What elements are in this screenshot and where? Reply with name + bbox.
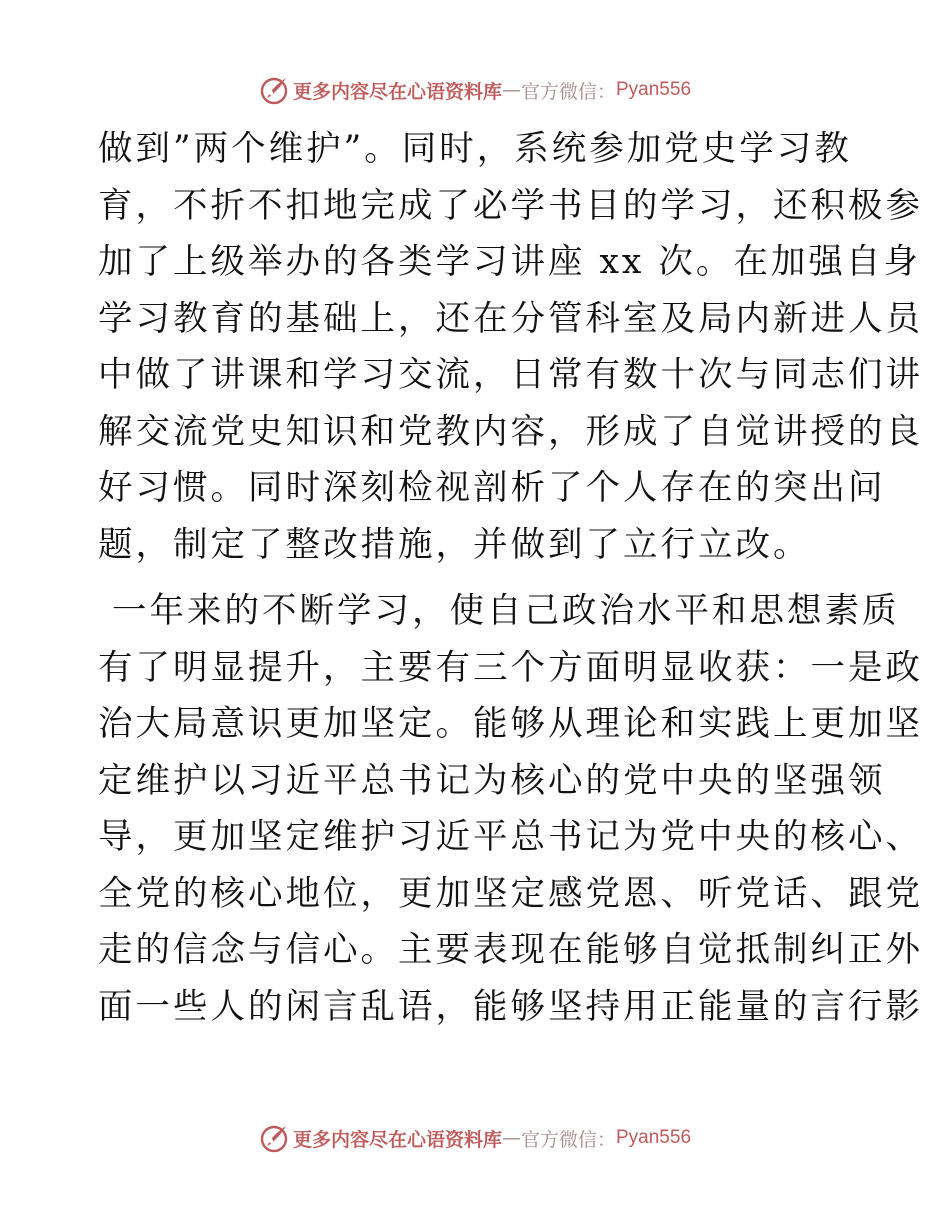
text-line: 解交流党史知识和党教内容，形成了自觉讲授的良 <box>98 411 923 452</box>
document-body <box>98 121 923 1035</box>
text-line: 治大局意识更加坚定。能够从理论和实践上更加坚 <box>98 704 923 744</box>
header-separator: — <box>501 79 521 101</box>
paragraph <box>98 583 923 1035</box>
footer-wechat-label: 官方微信： <box>520 1128 616 1151</box>
text-line: 做到”两个维护”。同时，系统参加党史学习教 <box>98 129 852 169</box>
footer-site-name: 更多内容尽在心语资料库 <box>292 1128 502 1151</box>
text-line: 面一些人的闲言乱语，能够坚持用正能量的言行影 <box>98 986 923 1027</box>
quill-circle-icon <box>259 75 289 105</box>
quill-circle-icon <box>259 1123 289 1153</box>
text-line: 学习教育的基础上，还在分管科室及局内新进人员 <box>98 298 923 339</box>
text-line: 导，更加坚定维护习近平总书记为党中央的核心、 <box>98 817 923 857</box>
footer-separator: — <box>501 1127 521 1149</box>
header-banner <box>0 70 950 110</box>
header-site-name: 更多内容尽在心语资料库 <box>292 80 502 103</box>
text-line: 育，不折不扣地完成了必学书目的学习，还积极参 <box>98 185 923 226</box>
text-line: 加了上级举办的各类学习讲座 xx 次。在加强自身 <box>98 242 921 282</box>
text-line: 定维护以习近平总书记为核心的党中央的坚强领 <box>98 760 886 801</box>
paragraph <box>98 121 923 573</box>
text-line: 一年来的不断学习，使自己政治水平和思想素质 <box>98 591 900 631</box>
footer-wechat-id: Pyan556 <box>616 1127 692 1148</box>
text-line: 中做了讲课和学习交流，日常有数十次与同志们讲 <box>98 355 923 395</box>
text-line: 题，制定了整改措施，并做到了立行立改。 <box>98 524 811 565</box>
text-line: 走的信念与信心。主要表现在能够自觉抵制纠正外 <box>98 930 923 970</box>
header-wechat-id: Pyan556 <box>616 79 692 100</box>
footer-banner <box>0 1118 950 1158</box>
text-line: 有了明显提升，主要有三个方面明显收获：一是政 <box>98 647 923 688</box>
text-line: 好习惯。同时深刻检视剖析了个人存在的突出问 <box>98 468 886 508</box>
header-wechat-label: 官方微信： <box>520 80 616 103</box>
text-line: 全党的核心地位，更加坚定感党恩、听党话、跟党 <box>98 873 923 914</box>
